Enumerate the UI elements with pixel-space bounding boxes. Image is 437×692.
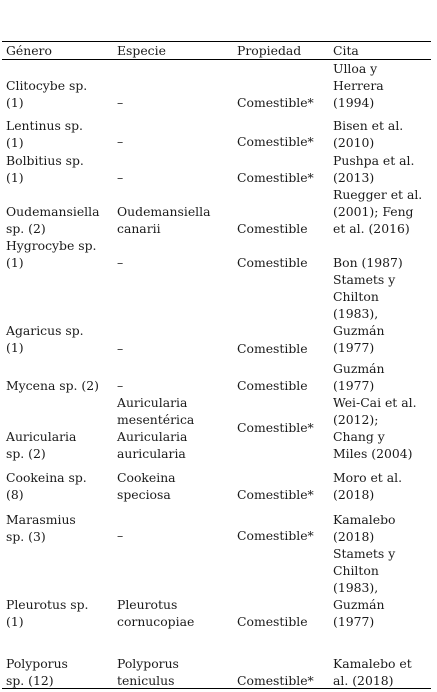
propiedad-line: Comestible* [237,134,314,149]
cell-especie [117,596,194,630]
genero-line: Hygrocybe sp. [6,238,97,253]
cell-cita [333,655,412,689]
genero-line: (1) [6,340,24,355]
especie-line: canarii [117,221,161,236]
propiedad-line: Comestible* [237,528,314,543]
cell-cita [333,511,395,545]
especie-line: – [117,255,124,270]
especie-line: – [117,134,124,149]
especie-line: Polyporus [117,656,179,671]
cita-line: Chilton [333,563,379,578]
cell-especie [117,469,176,503]
cell-propiedad [237,254,308,271]
genero-line: sp. (2) [6,446,46,461]
propiedad-line: Comestible* [237,487,314,502]
especie-line: cornucopiae [117,614,195,629]
cell-genero [6,428,76,462]
cell-propiedad [237,419,314,436]
genero-line: Mycena sp. (2) [6,378,99,393]
cita-line: Chilton [333,289,379,304]
cita-line: (1994) [333,95,375,110]
cell-genero [6,237,97,271]
especie-line: speciosa [117,487,171,502]
genero-line: (1) [6,255,24,270]
cita-line: Ruegger et al. [333,187,423,202]
cell-propiedad [237,340,308,357]
cell-genero [6,511,76,545]
genero-line: Lentinus sp. [6,118,83,133]
genero-line: Agaricus sp. [6,323,84,338]
cell-cita [333,254,403,271]
genero-line: (1) [6,135,24,150]
cell-propiedad [237,94,314,111]
cell-genero [6,469,87,503]
cita-line: Chang y [333,429,385,444]
cell-propiedad [237,527,314,544]
especie-line: – [117,95,124,110]
cell-cita [333,271,395,356]
especie-line: Auricularia [117,429,188,444]
cell-propiedad [237,220,308,237]
especie-line: – [117,528,124,543]
cita-line: Ulloa y [333,61,378,76]
cell-especie [117,133,123,150]
cell-propiedad [237,613,308,630]
cell-genero [6,322,84,356]
genero-line: Pleurotus sp. [6,597,89,612]
especie-line: – [117,378,124,393]
cita-line: (1983), [333,580,379,595]
cita-line: (1977) [333,378,375,393]
cita-line: (2013) [333,170,375,185]
cell-especie [117,527,123,544]
cell-cita [333,545,395,630]
cita-line: (2001); Feng [333,204,414,219]
genero-line: Oudemansiella [6,204,100,219]
cell-genero [6,596,88,630]
cell-genero [6,152,84,186]
propiedad-line: Comestible [237,378,308,393]
cell-cita [333,152,414,186]
cita-line: (1977) [333,340,375,355]
especie-line: teniculus [117,673,175,688]
propiedad-line: Comestible [237,614,308,629]
propiedad-line: Comestible [237,255,308,270]
cita-line: Stamets y [333,272,396,287]
cita-line: al. (2018) [333,673,394,688]
cell-cita [333,360,385,394]
genero-line: (1) [6,170,24,185]
propiedad-line: Comestible* [237,673,314,688]
cita-line: Miles (2004) [333,446,413,461]
cell-cita [333,394,417,462]
cell-especie [117,377,123,394]
cell-propiedad [237,672,314,689]
especie-line: Oudemansiella [117,204,211,219]
cita-line: (2010) [333,135,375,150]
cell-genero [6,77,87,111]
genero-line: sp. (12) [6,673,54,688]
cell-propiedad [237,169,314,186]
genero-line: Cookeina sp. [6,470,87,485]
cita-line: (2018) [333,529,375,544]
header-genero: Género [6,43,52,58]
cell-propiedad [237,133,314,150]
header-especie: Especie [117,43,166,58]
cell-cita [333,186,422,237]
cita-line: Guzmán [333,361,385,376]
cita-line: (2012); [333,412,379,427]
cell-especie [117,94,123,111]
cita-line: Kamalebo et [333,656,412,671]
propiedad-line: Comestible* [237,420,314,435]
cell-genero [6,117,83,151]
especie-line: Auricularia [117,395,188,410]
top-rule [2,41,431,42]
cell-cita [333,60,384,111]
especie-line: – [117,341,124,356]
cell-especie [117,254,123,271]
cell-especie [117,203,211,237]
cita-line: Bon (1987) [333,255,403,270]
cita-line: Kamalebo [333,512,396,527]
cita-line: Pushpa et al. [333,153,415,168]
cell-especie [117,394,194,462]
propiedad-line: Comestible [237,221,308,236]
cell-propiedad [237,486,314,503]
cita-line: (1977) [333,614,375,629]
cita-line: (2018) [333,487,375,502]
genero-line: (1) [6,95,24,110]
header-propiedad: Propiedad [237,43,302,58]
cell-genero [6,377,99,394]
cita-line: (1983), [333,306,379,321]
cita-line: Guzmán [333,597,385,612]
especie-line: Pleurotus [117,597,178,612]
bottom-rule [2,688,431,689]
genero-line: (1) [6,614,24,629]
especie-line: auricularia [117,446,186,461]
especie-line: mesentérica [117,412,195,427]
header-cita: Cita [333,43,359,58]
cell-especie [117,169,123,186]
cell-cita [333,117,403,151]
cell-especie [117,340,123,357]
cita-line: Wei-Cai et al. [333,395,417,410]
genero-line: Marasmius [6,512,76,527]
genero-line: sp. (3) [6,529,46,544]
genero-line: Bolbitius sp. [6,153,84,168]
cell-cita [333,469,402,503]
genero-line: (8) [6,487,24,502]
cita-line: Herrera [333,78,384,93]
cita-line: et al. (2016) [333,221,410,236]
cita-line: Bisen et al. [333,118,404,133]
cita-line: Guzmán [333,323,385,338]
cita-line: Stamets y [333,546,396,561]
propiedad-line: Comestible [237,341,308,356]
especie-line: Cookeina [117,470,176,485]
cita-line: Moro et al. [333,470,403,485]
genero-line: Clitocybe sp. [6,78,88,93]
genero-line: Polyporus [6,656,68,671]
genero-line: Auricularia [6,429,77,444]
cell-propiedad [237,377,308,394]
especie-line: – [117,170,124,185]
cell-genero [6,655,68,689]
propiedad-line: Comestible* [237,170,314,185]
cell-genero [6,203,100,237]
genero-line: sp. (2) [6,221,46,236]
propiedad-line: Comestible* [237,95,314,110]
cell-especie [117,655,179,689]
